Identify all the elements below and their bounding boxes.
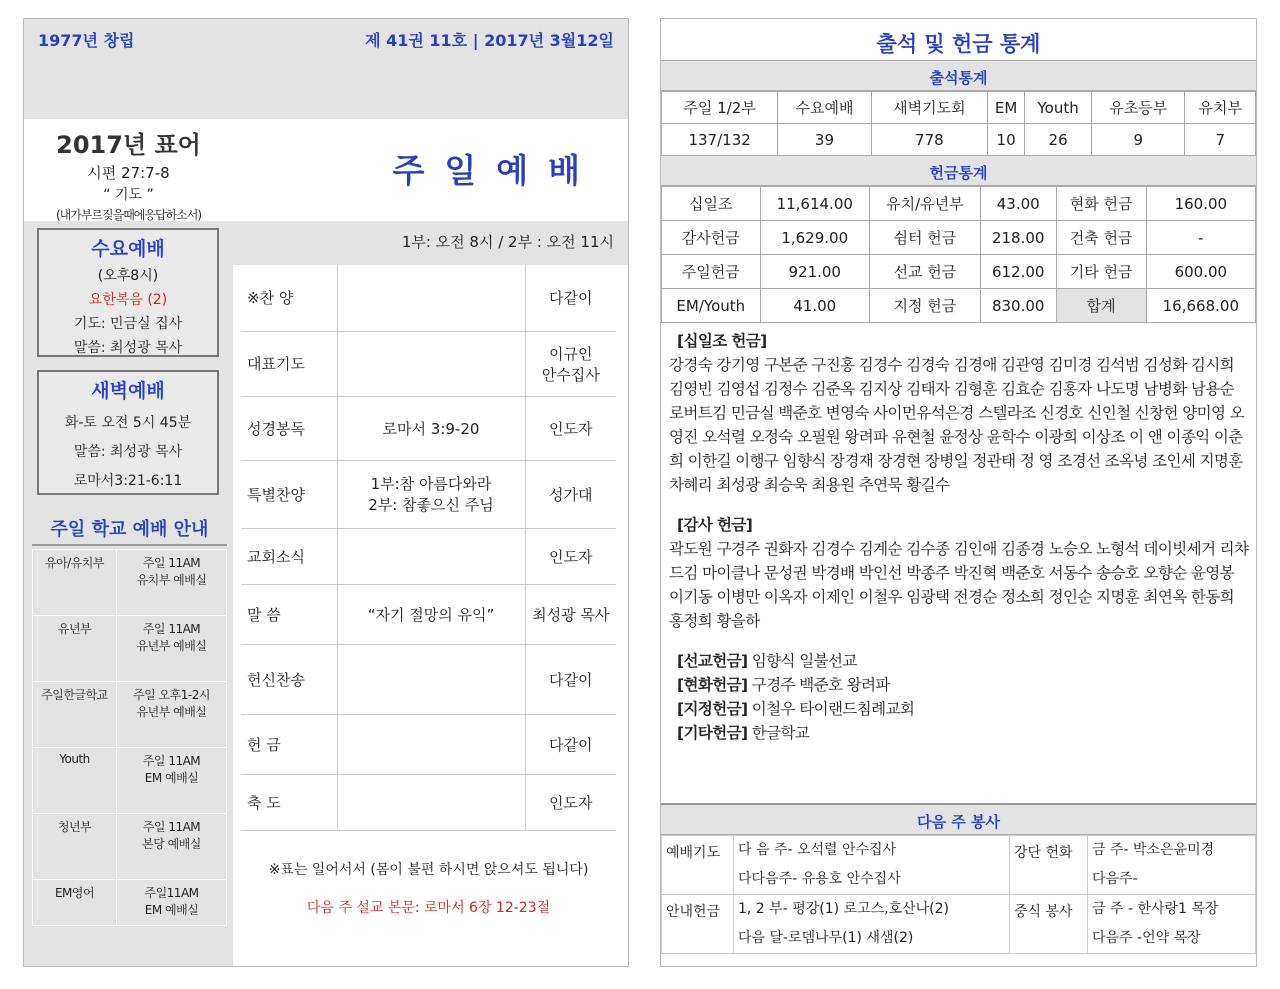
order-by: 다같이 [549,670,593,689]
order-content-cell [337,528,525,584]
offering-amount: 160.00 [1146,187,1255,221]
founded-text: 1977년 창립 [38,31,135,50]
duty-values [734,895,1010,954]
school-row [33,880,227,926]
attendance-value-row [662,124,1256,156]
attendance-value: 39 [778,124,871,156]
school-dept: 주일한글학교 [33,682,117,748]
offering-amount: 600.00 [1146,255,1255,289]
order-by: 다같이 [549,735,593,754]
order-by-cell [525,714,616,774]
duty-value-next: 다다음주- 유용호 안수집사 [738,871,901,887]
order-content-cell [337,584,525,644]
order-item: 교회소식 [241,528,337,584]
offering-amount: 218.00 [980,221,1056,255]
next-sermon-text: 다음 주 설교 본문: 로마서 6장 12-23절 [306,899,551,916]
main-title-area [233,119,628,221]
offering-amount: 43.00 [980,187,1056,221]
dawn-sermon: 말씀: 최성광 목사 [73,444,183,460]
thanks-heading: [감사 헌금] [677,516,753,534]
order-content-2: 2부: 참좋으신 주님 [368,496,494,514]
motto-box [24,119,233,221]
attendance-label: Youth [1025,92,1092,124]
motto-theme: “ 기도 ” [103,187,154,203]
school-row [33,814,227,880]
order-row [241,265,616,331]
school-dept: 유년부 [33,616,117,682]
order-by: 성가대 [549,485,593,504]
wednesday-title: 수요예배 [91,238,165,260]
duty-value: 1, 2 부- 평강(1) 로고스,호산나(2) [738,901,949,917]
attendance-label: 유초등부 [1092,92,1185,124]
offering-line [669,649,1249,673]
duty-value-2: 금 주 - 한사랑1 목장 [1092,901,1219,917]
order-row [241,774,616,830]
order-content-cell [337,774,525,830]
attendance-table [661,91,1256,156]
school-row [33,682,227,748]
school-place: EM 예배실 [144,903,199,917]
order-table [241,265,616,831]
order-row [241,714,616,774]
offering-row [662,187,1256,221]
school-place: EM 예배실 [144,771,199,785]
offering-label: 건축 헌금 [1056,221,1146,255]
tithe-heading: [십일조 헌금] [677,332,767,350]
attendance-value: 10 [988,124,1025,156]
duty-value-2-next: 다음주- [1092,871,1138,887]
offering-amount: 612.00 [980,255,1056,289]
order-content: 로마서 3:9-20 [382,419,480,438]
attendance-label: 수요예배 [778,92,871,124]
motto-title: 2017년 표어 [56,131,201,159]
school-time-cell [117,682,227,748]
school-time: 주일 11AM [142,820,201,834]
order-item: 헌 금 [241,714,337,774]
offering-row [662,221,1256,255]
offering-amount: 16,668.00 [1146,289,1255,323]
order-of-worship [241,265,616,965]
order-item: 특별찬양 [241,460,337,528]
offering-heading: 헌금통계 [661,156,1256,186]
attendance-heading: 출석통계 [661,61,1256,91]
next-week-row [662,836,1256,895]
attendance-label: 새벽기도회 [871,92,987,124]
attendance-value: 7 [1185,124,1256,156]
attendance-value: 26 [1025,124,1092,156]
dawn-title: 새벽예배 [91,380,165,402]
duty-label: 예배기도 [662,836,734,895]
order-by: 최성광 목사 [532,605,610,624]
dawn-time: 화-토 오전 5시 45분 [64,415,192,431]
order-row [241,331,616,396]
wednesday-service-box [37,228,219,357]
offering-label: 현화 헌금 [1056,187,1146,221]
sunday-school-table [32,549,227,926]
order-by-2: 안수집사 [541,365,600,384]
school-row [33,748,227,814]
order-item: 말 씀 [241,584,337,644]
service-time: 1부: 오전 8시 / 2부 : 오전 11시 [401,233,614,251]
order-by-cell [525,460,616,528]
masthead [24,19,628,119]
thanks-names: 곽도원 구경주 권화자 김경수 김계순 김수종 김인애 김종경 노승오 노형석 데이빗세거 리챠드김 마이클나 문성권 박경배 박인선 박종주 박진혁 백준호 서동수 송승호 오향순 윤영봉 이기동 이병만 이옥자 이제인 이철우 임광택 전경순 정소희 정인순 지명훈 최연옥 한동희 홍정희 황을하 [669,540,1249,630]
offering-line-head: [지정헌금] [677,700,748,718]
offering-line-text: 임향식 일불선교 [747,652,857,670]
next-week-row [662,895,1256,954]
offering-amount: 1,629.00 [760,221,869,255]
offering-line-head: [현화헌금] [677,676,748,694]
offering-row [662,255,1256,289]
offering-names [661,323,1256,799]
order-content-cell [337,265,525,331]
offering-label: 지정 헌금 [869,289,980,323]
order-row [241,396,616,460]
offering-label: 주일헌금 [662,255,761,289]
school-dept: 유아/유치부 [33,550,117,616]
school-dept: 청년부 [33,814,117,880]
order-content-cell [337,714,525,774]
standing-note: ※표는 일어서서 (몸이 불편 하시면 앉으셔도 됩니다) [268,861,589,878]
order-row [241,584,616,644]
school-time: 주일 11AM [142,622,201,636]
duty-value-2-next: 다음주 -언약 목장 [1092,930,1201,946]
order-by-cell [525,396,616,460]
order-by: 인도자 [549,547,593,566]
left-page [23,18,629,967]
wednesday-time: (오후8시) [97,268,159,284]
other-offering-lines [669,649,1249,745]
offering-label: EM/Youth [662,289,761,323]
order-item: 헌신찬송 [241,644,337,714]
duty-label: 안내헌금 [662,895,734,954]
school-place: 본당 예배실 [142,837,201,851]
offering-label: 쉼터 헌금 [869,221,980,255]
duty-values [734,836,1010,895]
motto-verse: 시편 27:7-8 [87,164,170,182]
school-place: 유년부 예배실 [136,705,207,719]
order-by-cell [525,265,616,331]
offering-amount: 41.00 [760,289,869,323]
main-title: 주일예배 [392,151,600,190]
motto-subtitle: (내가부르짖을때에응답하소서) [55,208,202,222]
duty-label-2: 강단 헌화 [1010,836,1088,895]
school-time-cell [117,616,227,682]
attendance-value: 778 [871,124,987,156]
offering-line-text: 구경주 백준호 왕려파 [747,676,890,694]
offering-line-text: 이철우 타이랜드침례교회 [747,700,915,718]
offering-line-text: 한글학교 [747,724,810,742]
duty-label-2: 중식 봉사 [1010,895,1088,954]
offering-line-head: [기타헌금] [677,724,748,742]
offering-amount: 830.00 [980,289,1056,323]
offering-line [669,721,1249,745]
duty-value: 다 음 주- 오석렬 안수집사 [738,842,897,858]
order-content: 1부:참 아름다와라 [370,475,492,493]
offering-label: 감사헌금 [662,221,761,255]
order-by-cell [525,584,616,644]
offering-amount: 11,614.00 [760,187,869,221]
offering-table [661,186,1256,323]
tithe-names: 강경숙 강기영 구본준 구진홍 김경수 김경숙 김경애 김관영 김미경 김석범 김성화 김시희 김영빈 김영섭 김정수 김준옥 김지상 김태자 김형훈 김효순 김홍자 나도명 남병화 남용순 로버트김 민금실 백준호 변영숙 사이먼유석은경 스텔라조 신경호 신인철 신창헌 양미영 오영진 오석렬 오정숙 오필원 왕려파 유현철 윤정상 윤학수 이광희 이상조 이 앤 이종익 이춘희 이한길 이행구 임향식 장경재 장경현 장병일 정관태 정 영 조경선 조옥녕 조인세 지명훈 차혜리 최성광 최승욱 최용원 추연묵 황길수 [669,356,1245,494]
offering-line [669,697,1249,721]
duty-values-2 [1088,836,1256,895]
order-row [241,528,616,584]
offering-label: 십일조 [662,187,761,221]
next-week-service [661,803,1256,954]
school-time-cell [117,814,227,880]
duty-value-2: 금 주- 박소은윤미경 [1092,842,1215,858]
order-item: 성경봉독 [241,396,337,460]
dawn-service-box [37,370,219,495]
school-dept: Youth [33,748,117,814]
attendance-label: EM [988,92,1025,124]
offering-amount: 921.00 [760,255,869,289]
wednesday-sermon: 말씀: 최성광 목사 [73,340,183,356]
school-time-cell [117,880,227,926]
school-place: 유치부 예배실 [136,573,207,587]
left-sidebar [24,119,233,966]
offering-line [669,673,1249,697]
offering-label: 유치/유년부 [869,187,980,221]
attendance-label: 유치부 [1185,92,1256,124]
order-item: 대표기도 [241,331,337,396]
attendance-value: 9 [1092,124,1185,156]
duty-value-next: 다음 달-로뎀나무(1) 새샘(2) [738,930,914,946]
school-time: 주일11AM [144,886,199,900]
right-page [660,18,1257,967]
offering-label: 기타 헌금 [1056,255,1146,289]
wednesday-prayer: 기도: 민금실 집사 [73,316,183,332]
school-time-cell [117,748,227,814]
service-time-bar [233,221,628,265]
school-row [33,550,227,616]
offering-line-head: [선교헌금] [677,652,748,670]
order-row [241,644,616,714]
order-by-cell [525,331,616,396]
offering-row [662,289,1256,323]
next-week-table [661,835,1256,954]
school-time: 주일 오후1-2시 [133,688,210,702]
next-week-heading: 다음 주 봉사 [661,805,1256,835]
order-by-cell [525,528,616,584]
order-by: 이규인 [549,344,593,363]
attendance-label-row [662,92,1256,124]
order-by: 인도자 [549,419,593,438]
order-content-cell [337,396,525,460]
school-dept: EM영어 [33,880,117,926]
wednesday-bible: 요한복음 (2) [88,292,168,308]
order-by-cell [525,644,616,714]
dawn-bible: 로마서3:21-6:11 [73,473,183,489]
school-time: 주일 11AM [142,556,201,570]
attendance-value: 137/132 [662,124,778,156]
sunday-school-title: 주일 학교 예배 안내 [32,515,227,546]
offering-label: 합계 [1056,289,1146,323]
order-by: 다같이 [549,289,593,308]
offering-amount: - [1146,221,1255,255]
order-content: “자기 절망의 유익” [367,605,495,624]
issue-info: 제 41권 11호 | 2017년 3월12일 [365,31,614,50]
offering-label: 선교 헌금 [869,255,980,289]
order-by-cell [525,774,616,830]
school-time: 주일 11AM [142,754,201,768]
order-content-cell [337,460,525,528]
duty-values-2 [1088,895,1256,954]
order-item: 축 도 [241,774,337,830]
order-content-cell [337,331,525,396]
order-row [241,460,616,528]
attendance-label: 주일 1/2부 [662,92,778,124]
order-item: ※찬 양 [241,265,337,331]
school-place: 유년부 예배실 [136,639,207,653]
school-time-cell [117,550,227,616]
stats-title: 출석 및 헌금 통계 [661,19,1256,61]
order-by: 인도자 [549,793,593,812]
school-row [33,616,227,682]
order-content-cell [337,644,525,714]
